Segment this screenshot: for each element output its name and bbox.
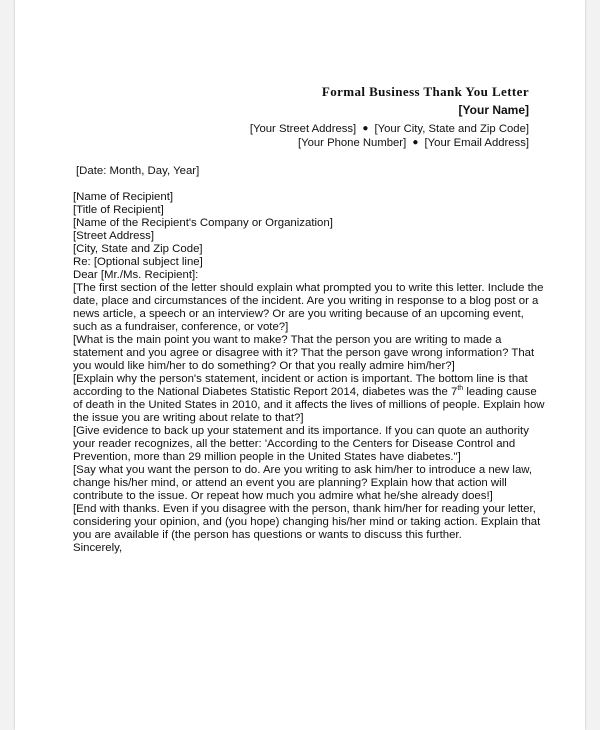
recipient-city: [City, State and Zip Code] — [73, 243, 203, 255]
recipient-block — [73, 191, 548, 256]
recipient-company: [Name of the Recipient's Company or Organization] — [73, 217, 333, 229]
subject-line: Re: [Optional subject line] — [73, 256, 203, 268]
sender-city: [Your City, State and Zip Code] — [374, 123, 529, 135]
paragraph-3 — [73, 373, 548, 425]
letter-body — [73, 165, 548, 555]
paragraph-3-end: leading cause of death in the United States in 2010, and it affects the lives of millions of people. Explain how the issue you are writing about relate to that?] — [73, 386, 545, 424]
recipient-title: [Title of Recipient] — [73, 204, 164, 216]
letter-date: [Date: Month, Day, Year] — [76, 165, 200, 177]
closing: Sincerely, — [73, 542, 123, 554]
bullet-icon: ● — [412, 137, 419, 148]
paragraph-2: [What is the main point you want to make? That the person you are writing to made a statement and you agree or disagree with it? That the person gave wrong information? That you would like him/her to do something? Or that you really admire him/her?] — [73, 334, 535, 372]
ordinal-superscript: th — [457, 385, 464, 393]
sender-address-line — [250, 123, 529, 135]
sender-street: [Your Street Address] — [249, 123, 357, 135]
salutation: Dear [Mr./Ms. Recipient]: — [73, 269, 199, 281]
sender-email: [Your Email Address] — [424, 137, 529, 149]
sender-contact-line — [298, 137, 529, 149]
sender-phone: [Your Phone Number] — [297, 137, 407, 149]
paragraph-5: [Say what you want the person to do. Are you writing to ask him/her to introduce a new law, change his/her mind, or attend an event you are planning? Explain how that action will contribute to the issue. Or repeat how much you admire what he/she already does!] — [73, 464, 533, 502]
recipient-name: [Name of Recipient] — [73, 191, 174, 203]
paragraph-6: [End with thanks. Even if you disagree with the person, thank him/her for reading your letter, considering your opinion, and (you hope) changing his/her mind or taking action. Explain that you are available if (the person has questions or wants to discuss this further. — [73, 503, 541, 541]
paragraph-3-start: [Explain why the person's statement, incident or action is important. The bottom line is that according to the National Diabetes Statistic Report 2014, diabetes was the 7 — [73, 373, 528, 398]
paragraph-4: [Give evidence to back up your statement and its importance. If you can quote an authority your reader recognizes, all the better: 'According to the Centers for Disease Control and Prevention, more than 29 million people in the United States have diabetes."] — [73, 425, 529, 463]
bullet-icon: ● — [362, 123, 369, 134]
recipient-street: [Street Address] — [73, 230, 155, 242]
paragraph-1: [The first section of the letter should explain what prompted you to write this letter. Include the date, place and circumstances of the incident. Are you writing in response to a blog post or a news article, a speech or an interview? Or are you writing because of an upcoming event, such as a fundraiser, conference, or vote?] — [73, 282, 544, 333]
sender-name: [Your Name] — [458, 103, 529, 117]
letter-page — [15, 0, 585, 730]
document-title: Formal Business Thank You Letter — [321, 84, 529, 99]
